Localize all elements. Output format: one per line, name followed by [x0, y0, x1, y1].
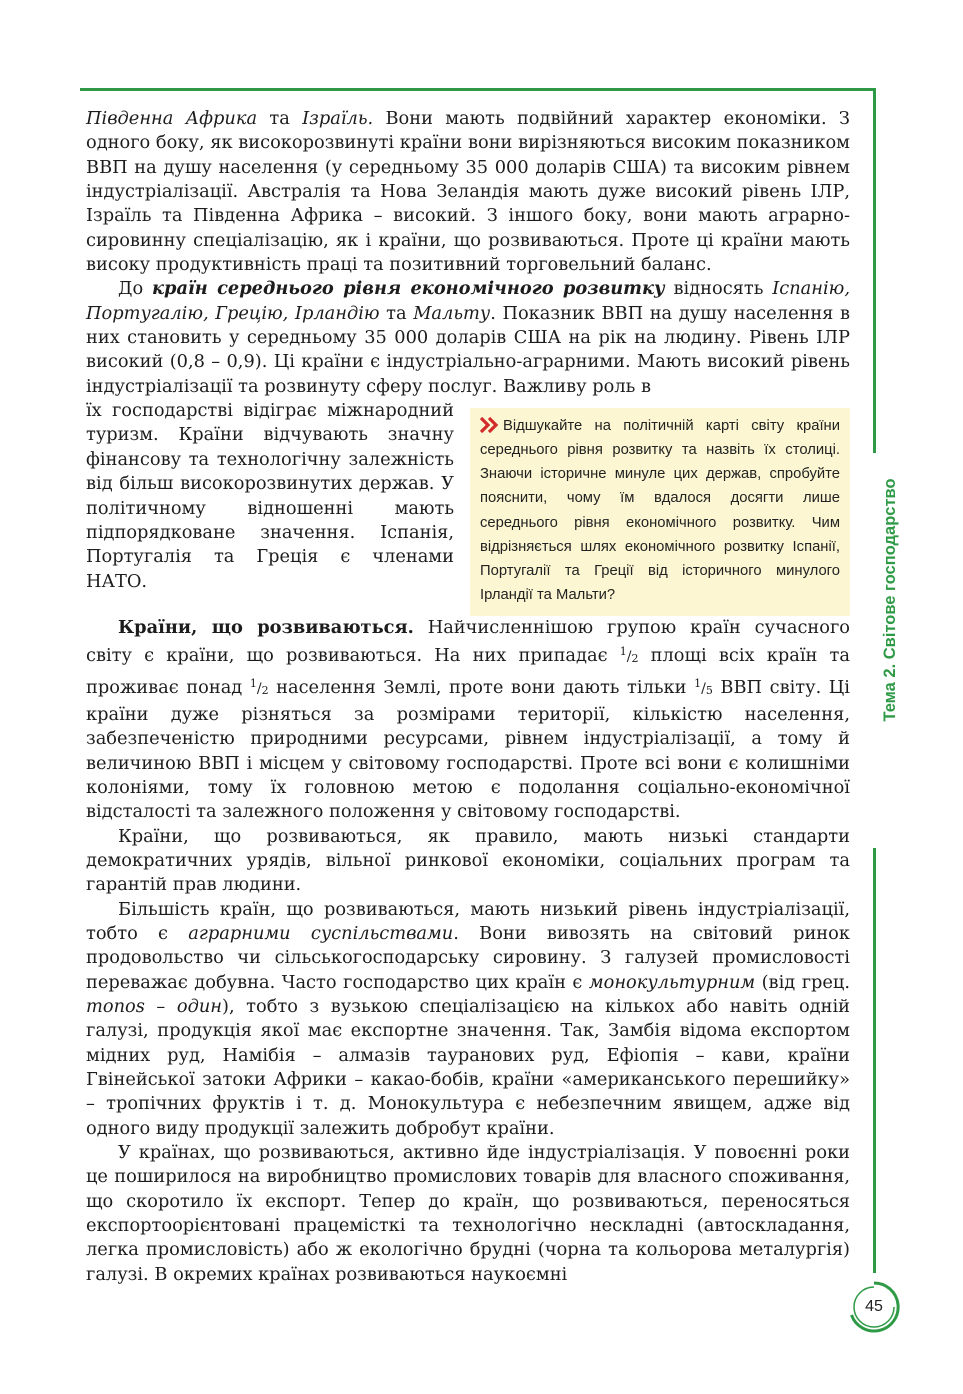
paragraph-developing-countries: Країни, що розвиваються. Найчисленнішою групою країн сучасного світу є країни, що розвиваються. На них припадає $^1/_2$ площі всіх країн та проживає понад $^1/_2$ населення Землі, проте вони дають тільки $^1/_5$ ВВП світу. Ці країни дуже різняться за розмірами території, кількістю населення, забезпеченістю природними ресурсами, рівнем індустріалізації, а тому й величиною ВВП і місцем у світовому господарстві. Проте всі вони є колишніми колоніями, тому їх головною метою є подолання соціально-економічної відсталості та залежного положення у світовому господарстві. [86, 616, 850, 823]
task-callout-box [470, 408, 850, 616]
section-heading: Країни, що розвиваються. [118, 616, 414, 638]
fraction-one-half: $^1/_2$ [249, 676, 269, 697]
side-green-rule-bottom [873, 848, 876, 1273]
page-number: 45 [865, 1298, 883, 1315]
top-green-rule [80, 88, 876, 91]
paragraph-industrialization: У країнах, що розвиваються, активно йде індустріалізація. У повоєнні роки це поширилося на виробництво промислових товарів для власного споживання, що скоротило їх експорт. Тепер до країн, що розвиваються, переносяться експортоорієнтовані працемісткі та технологічно нескладні (автоскладання, легка промисловість) або ж екологічно брудні (чорна та кольорова металургія) галузі. В окремих країнах розвиваються наукоємні [86, 1142, 850, 1285]
side-green-rule-top [873, 88, 876, 453]
task-callout-text: Відшукайте на політичній карті світу країни середнього рівня розвитку та назвіть їх столиці. Знаючи історичне минуле цих держав, спробуйте пояснити, чому їм вдалося досягти лише середнього рівня економічного розвитку. Чим відрізняється шлях економічного розвитку Іспанії, Португалії та Греції від історичного минулого Ірландії та Мальти? [480, 418, 840, 603]
page-body [86, 107, 850, 1287]
double-chevron-right-icon [480, 417, 500, 433]
fraction-one-half: $^1/_2$ [619, 645, 639, 666]
text-with-callout [86, 399, 850, 616]
paragraph-middle-level-countries: До країн середнього рівня економічного розвитку відносять Іспанію, Португалію, Грецію, Ірландію та Мальту. Показник ВВП на душу населення в них становить у середньому 35 000 доларів США на рік на людину. Рівень ІЛР високий (0,8 – 0,9). Ці країни є індустріально-аграрними. Мають високий рівень індустріалізації та розвинуту сферу послуг. Важливу роль в [86, 278, 850, 397]
chapter-side-label: Тема 2. Світове господарство [881, 478, 899, 722]
paragraph-agrarian-societies: Більшість країн, що розвиваються, мають низький рівень індустріалізації, тобто є аграрними суспільствами. Вони вивозять на світовий ринок продовольство чи сільськогосподарську сировину. З галузей промисловості переважає добувна. Часто господарство цих країн є монокультурним (від грец. monos – один), тобто з вузькою спеціалізацією на кількох або навіть одній галузі, продукція якої має експортне значення. Так, Замбія відома експортом мідних руд, Намібія – алмазів тауранових руд, Ефіопія – кави, країни Гвінейської затоки Африки – какао-бобів, країни «американського перешийку» – тропічних фруктів і т. д. Монокультура є небезпечним явищем, адже від одного виду продукції залежить добробут країни. [86, 898, 851, 1139]
fraction-one-fifth: $^1/_5$ [694, 676, 713, 697]
paragraph-developed-settlement-countries: Південна Африка та Ізраїль. Вони мають подвійний характер економіки. З одного боку, як високорозвинуті країни вони вирізняються високим показником ВВП на душу населення (у середньому 35 000 доларів США) та високим рівнем індустріалізації. Австралія та Нова Зеландія мають дуже високий рівень ІЛР, Ізраїль та Південна Африка – високий. З іншого боку, вони мають аграрно-сировинну спеціалізацію, як і країни, що розвиваються. Проте ці країни мають високу продуктивність праці та позитивний торговельний баланс. [86, 108, 850, 276]
paragraph-middle-level-continued: їх господарстві відіграє міжнародний туризм. Країни відчувають значну фінансову та технологічну залежність від більш високорозвинутих держав. У політичному відношенні мають підпорядковане значення. Іспанія, Португалія та Греція є членами НАТО. [86, 400, 454, 592]
paragraph-democratic-standards: Країни, що розвиваються, як правило, мають низькі стандарти демократичних урядів, вільної ринкової економіки, соціальних програм та гарантій прав людини. [86, 825, 850, 896]
